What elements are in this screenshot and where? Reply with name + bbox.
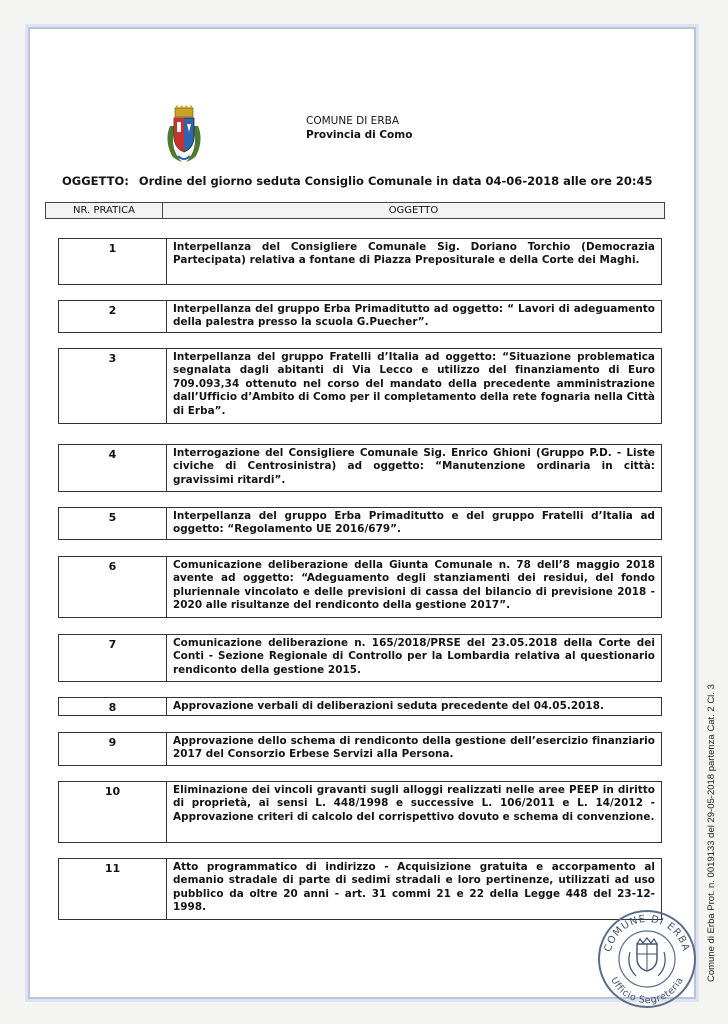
item-number: 2 xyxy=(59,301,167,332)
item-text: Interpellanza del Consigliere Comunale Sig. Doriano Torchio (Democrazia Partecipata) relativa a fontane di Piazza Prepositurale e della Corte dei Maghi. xyxy=(173,241,655,267)
item-number: 3 xyxy=(59,349,167,423)
agenda-item xyxy=(58,556,662,618)
agenda-item xyxy=(58,781,662,843)
item-text: Approvazione dello schema di rendiconto della gestione dell’esercizio finanziario 2017 del Consorzio Erbese Servizi alla Persona. xyxy=(173,735,655,761)
protocol-stamp: Comune di Erba Prot. n. 0019133 del 29-05-2018 partenza Cat. 2 Cl. 3 xyxy=(706,684,717,982)
item-number: 6 xyxy=(59,557,167,617)
agenda-item xyxy=(58,858,662,920)
municipality-header xyxy=(306,114,412,142)
item-number: 4 xyxy=(59,445,167,491)
item-text: Interpellanza del gruppo Erba Primaditutto e del gruppo Fratelli d’Italia ad oggetto: “Regolamento UE 2016/679”. xyxy=(173,510,655,536)
column-header-number: NR. PRATICA xyxy=(46,203,163,218)
item-number: 7 xyxy=(59,635,167,681)
agenda-item xyxy=(58,238,662,285)
item-text: Interpellanza del gruppo Erba Primaditutto ad oggetto: “ Lavori di adeguamento della palestra presso la scuola G.Puecher”. xyxy=(173,303,655,329)
item-text: Approvazione verbali di deliberazioni seduta precedente del 04.05.2018. xyxy=(173,700,604,712)
agenda-item xyxy=(58,697,662,716)
item-number: 5 xyxy=(59,508,167,539)
agenda-item xyxy=(58,444,662,492)
svg-text:Ufficio Segreteria: Ufficio Segreteria xyxy=(608,975,686,1007)
agenda-item xyxy=(58,507,662,540)
municipality-name: COMUNE DI ERBA xyxy=(306,115,400,127)
subject-label: OGGETTO: xyxy=(62,174,129,188)
item-text: Interrogazione del Consigliere Comunale Sig. Enrico Ghioni (Gruppo P.D. - Liste civiche di Centrosinistra) ad oggetto: “Manutenzione ordinaria in città: gravissimi ritardi”. xyxy=(173,447,655,486)
coat-of-arms-logo xyxy=(164,104,204,166)
item-number: 8 xyxy=(59,698,167,715)
item-text: Interpellanza del gruppo Fratelli d’Italia ad oggetto: “Situazione problematica segnalata dagli abitanti di Via Lecco e utilizzo del finanziamento di Euro 709.093,34 ottenuto nel corso del mandato della precedente amministrazione dall’Ufficio d’Ambito di Como per il completamento della rete fognaria nella Città di Erba”. xyxy=(173,351,655,417)
agenda-item xyxy=(58,732,662,766)
municipal-seal-stamp xyxy=(592,904,702,1010)
table-header xyxy=(45,202,665,219)
item-number: 10 xyxy=(59,782,167,842)
item-text: Comunicazione deliberazione n. 165/2018/PRSE del 23.05.2018 della Corte dei Conti - Sezione Regionale di Controllo per la Lombardia relativa al questionario rendiconto della gestione 2015. xyxy=(173,637,655,676)
item-text: Comunicazione deliberazione della Giunta Comunale n. 78 dell’8 maggio 2018 avente ad oggetto: “Adeguamento degli stanziamenti dei residui, del fondo pluriennale vincolato e delle previsioni di cassa del bilancio di previsione 2018 - 2020 alle risultanze del rendiconto della gestione 2017”. xyxy=(173,559,655,612)
agenda-item xyxy=(58,634,662,682)
agenda-item xyxy=(58,300,662,333)
item-number: 9 xyxy=(59,733,167,765)
agenda-item xyxy=(58,348,662,424)
item-text: Atto programmatico di indirizzo - Acquisizione gratuita e accorpamento al demanio stradale di parte di sedimi stradali e loro pertinenze, utilizzati ad uso pubblico da oltre 20 anni - art. 31 commi 21 e 22 della Legge 448 del 23-12-1998. xyxy=(173,861,655,914)
agenda-subject xyxy=(62,174,653,188)
item-number: 11 xyxy=(59,859,167,919)
svg-text:COMUNE DI ERBA: COMUNE DI ERBA xyxy=(602,913,692,954)
column-header-subject: OGGETTO xyxy=(388,205,439,216)
province-name: Provincia di Como xyxy=(306,129,413,141)
subject-text: Ordine del giorno seduta Consiglio Comunale in data 04-06-2018 alle ore 20:45 xyxy=(138,174,653,188)
item-number: 1 xyxy=(59,239,167,284)
item-text: Eliminazione dei vincoli gravanti sugli alloggi realizzati nelle aree PEEP in diritto di proprietà, ai sensi L. 448/1998 e successive L. 106/2011 e L. 14/2012 - Approvazione criteri di calcolo del corrispettivo dovuto e schema di convenzione. xyxy=(173,784,655,823)
